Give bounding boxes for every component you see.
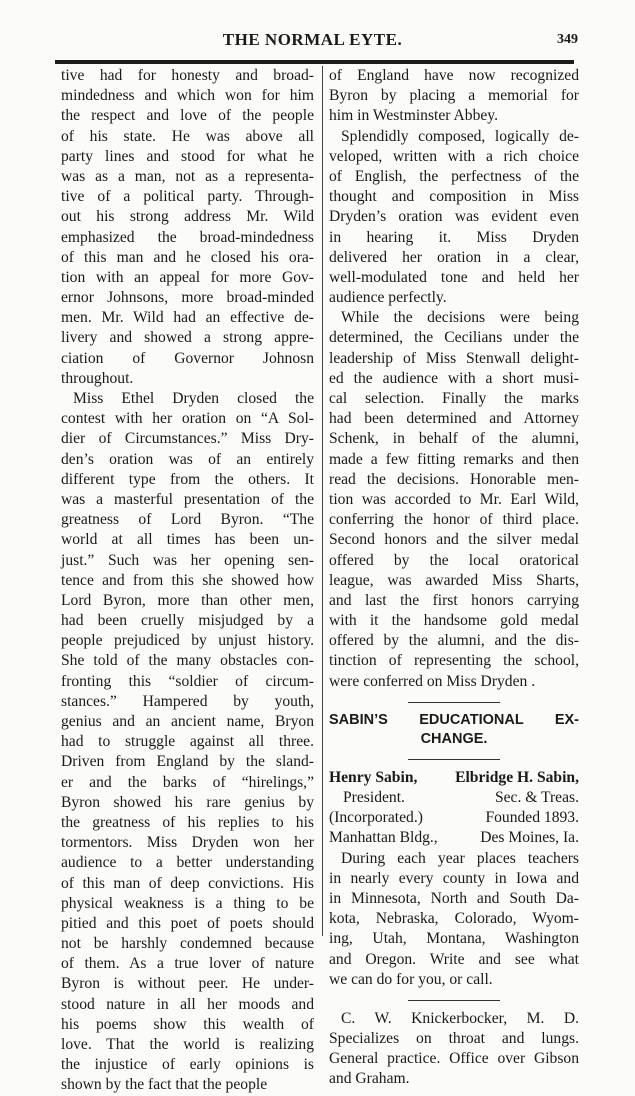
text-line: had to struggle against all three.: [61, 733, 314, 751]
text-line: greatness of Lord Byron. “The: [61, 511, 314, 529]
heading-line: SABIN’S EDUCATIONAL EX-: [329, 711, 579, 728]
text-line: cal selection. Finally the marks: [329, 390, 579, 407]
text-line: tormentors. Miss Dryden won her: [61, 834, 314, 852]
text-line: livery and showed a strong appre-: [61, 329, 314, 347]
text-line: kota, Nebraska, Colorado, Wyom-: [329, 910, 579, 928]
text-line: While the decisions were being: [341, 309, 579, 327]
text-line: Second honors and the silver medal: [329, 531, 579, 549]
text-line: of this man of deep convictions. His: [61, 874, 314, 892]
text-line: dier of Circumstances.” Miss Dry-: [61, 430, 314, 448]
text-line: him in Westminster Abbey.: [329, 107, 498, 125]
text-line: of his state. He was above all: [61, 127, 314, 145]
text-line: made a few fitting remarks and then: [329, 450, 579, 468]
text-line: conferring the honor of third place.: [329, 511, 579, 529]
ad-sabin: [329, 768, 579, 990]
incorporated-label: (Incorporated.): [329, 809, 423, 827]
text-line: league, was awarded Miss Sharts,: [329, 571, 579, 589]
text-line: mindedness and which won for him: [61, 87, 314, 105]
secretary-name: Elbridge H. Sabin,: [455, 768, 579, 786]
ad-knickerbocker: [329, 1009, 579, 1090]
text-line: just.” Such was her opening sen-: [61, 551, 314, 569]
text-line: ed the audience with a short musi-: [329, 369, 579, 387]
text-line: er and the barks of “hirelings,”: [61, 773, 314, 791]
president-name: Henry Sabin,: [329, 768, 418, 786]
text-line: and Graham.: [329, 1070, 410, 1088]
text-line: tence and from this she showed how: [61, 571, 314, 589]
text-line: veloped, written with a rich choice: [329, 147, 579, 165]
ad-heading-sabin: [329, 711, 579, 749]
text-line: contest with her oration on “A Sol-: [61, 410, 314, 428]
text-line: Byron by placing a memorial for: [329, 87, 579, 105]
text-line: pitied and this poet of poets should: [61, 914, 314, 932]
text-line: of English, the perfectness of the: [329, 167, 579, 185]
city-label: Des Moines, Ia.: [480, 829, 579, 847]
text-line: of England have now recognized: [329, 67, 579, 84]
text-line: in hearing it. Miss Dryden: [329, 228, 579, 246]
founded-label: Founded 1893.: [485, 809, 579, 827]
text-line: stood nature in all her moods and: [61, 995, 314, 1013]
text-line: delivered her oration in a clear,: [329, 248, 579, 266]
text-line: Lord Byron, more than other men,: [61, 591, 314, 609]
text-line: tive of a political party. Through-: [61, 188, 314, 206]
text-line: out his strong address Mr. Wild: [61, 208, 314, 226]
secretary-title: Sec. & Treas.: [494, 789, 579, 806]
text-line: was a masterful presentation of the: [61, 490, 314, 508]
text-line: shown by the fact that the people: [61, 1076, 268, 1094]
publication-title: THE NORMAL EYTE.: [222, 30, 403, 49]
text-line: was as a man, not as a representa-: [61, 167, 314, 185]
text-line: stances.” Hampered by youth,: [61, 692, 314, 710]
section-rule: [408, 702, 500, 703]
text-line: Byron showed his rare genius by: [61, 793, 314, 811]
text-line: emphasized the broad-mindedness: [61, 228, 314, 246]
text-line: of them. As a true lover of nature: [61, 955, 314, 973]
text-line: determined, the Cecilians under the: [329, 329, 579, 347]
text-line: fronting this “soldier of circum-: [61, 672, 314, 690]
left-column: [61, 66, 314, 1096]
page-header: [55, 30, 578, 54]
text-line: She told of the many obstacles con-: [61, 652, 314, 670]
text-line: read the decisions. Honorable men-: [329, 470, 579, 488]
article-continuation: [329, 66, 579, 692]
section-rule: [408, 1000, 500, 1001]
text-line: General practice. Office over Gibson: [329, 1050, 579, 1068]
text-line: Miss Ethel Dryden closed the: [73, 390, 314, 407]
heading-line: CHANGE.: [420, 730, 488, 747]
text-line: leadership of Miss Stenwall delight-: [329, 349, 579, 367]
text-line: people prejudiced by unjust history.: [61, 632, 314, 650]
text-line: During each year places teachers: [341, 849, 579, 867]
page-number: 349: [557, 32, 578, 47]
text-line: party lines and stood for what he: [61, 147, 314, 165]
text-line: of this man and he closed his ora-: [61, 248, 314, 266]
text-line: we can do for you, or call.: [329, 970, 493, 988]
building-label: Manhattan Bldg.,: [329, 829, 438, 847]
text-line: ciation of Governor Johnosn: [61, 349, 314, 367]
ad-status: [329, 808, 579, 828]
text-line: genius and an ancient name, Bryon: [61, 713, 314, 730]
text-line: in nearly every county in Iowa and: [329, 869, 579, 887]
column-divider: [322, 66, 323, 936]
text-line: his poems show this wealth of: [61, 1015, 314, 1033]
text-line: men. Mr. Wild had an effective de-: [61, 309, 314, 327]
text-line: the greatness of his replies to his: [61, 813, 314, 831]
text-line: with it the handsome gold medal: [329, 612, 579, 630]
text-line: and last the first honors carrying: [329, 591, 579, 609]
text-line: offered by the alumni, and the dis-: [329, 632, 579, 650]
text-line: Splendidly composed, logically de-: [341, 127, 579, 145]
text-line: audience perfectly.: [329, 289, 447, 307]
text-line: not be harshly condemned because: [61, 935, 314, 953]
section-rule: [408, 759, 500, 760]
text-line: tion with an appeal for more Gov-: [61, 268, 314, 286]
text-line: den’s oration was of an entirely: [61, 450, 314, 468]
text-line: world at all times has been un-: [61, 531, 314, 549]
text-line: Specializes on throat and lungs.: [329, 1030, 579, 1048]
text-line: well-modulated tone and held her: [329, 268, 579, 286]
text-line: ernor Johnsons, more broad-minded: [61, 289, 314, 307]
ad-address: [329, 828, 579, 848]
text-line: and Oregon. Write and see what: [329, 950, 579, 968]
text-line: audience to a better understanding: [61, 854, 314, 872]
text-line: ing, Utah, Montana, Washington: [329, 930, 579, 948]
ad-names: [329, 768, 579, 788]
text-line: Driven from England by the sland-: [61, 753, 314, 771]
text-line: Byron is without peer. He under-: [61, 975, 314, 993]
text-line: had been cruelly misjudged by a: [61, 612, 314, 630]
text-line: Schenk, in behalf of the alumni,: [329, 430, 579, 448]
text-line: the respect and love of the people: [61, 107, 314, 125]
text-line: had been determined and Attorney: [329, 410, 579, 428]
right-column: [329, 66, 579, 1090]
text-line: thought and composition in Miss: [329, 188, 579, 206]
text-line: different type from the others. It: [61, 470, 314, 488]
text-line: tive had for honesty and broad-: [61, 67, 314, 84]
text-line: were conferred on Miss Dryden .: [329, 672, 536, 690]
text-line: throughout.: [61, 369, 134, 387]
text-line: offered by the local oratorical: [329, 551, 579, 569]
header-rule: [55, 60, 574, 64]
text-line: tion was accorded to Mr. Earl Wild,: [329, 490, 579, 508]
ad-sabin-body: [329, 849, 579, 990]
text-line: tinction of representing the school,: [329, 652, 579, 670]
text-line: the injustice of early opinions is: [61, 1056, 314, 1074]
text-line: in Minnesota, North and South Da-: [329, 889, 579, 907]
president-title: President.: [343, 789, 405, 806]
text-line: physical weakness is a thing to be: [61, 894, 314, 912]
ad-titles: [329, 788, 579, 808]
text-line: Dryden’s oration was evident even: [329, 208, 579, 226]
text-line: love. That the world is realizing: [61, 1036, 314, 1053]
text-line: C. W. Knickerbocker, M. D.: [341, 1009, 579, 1027]
